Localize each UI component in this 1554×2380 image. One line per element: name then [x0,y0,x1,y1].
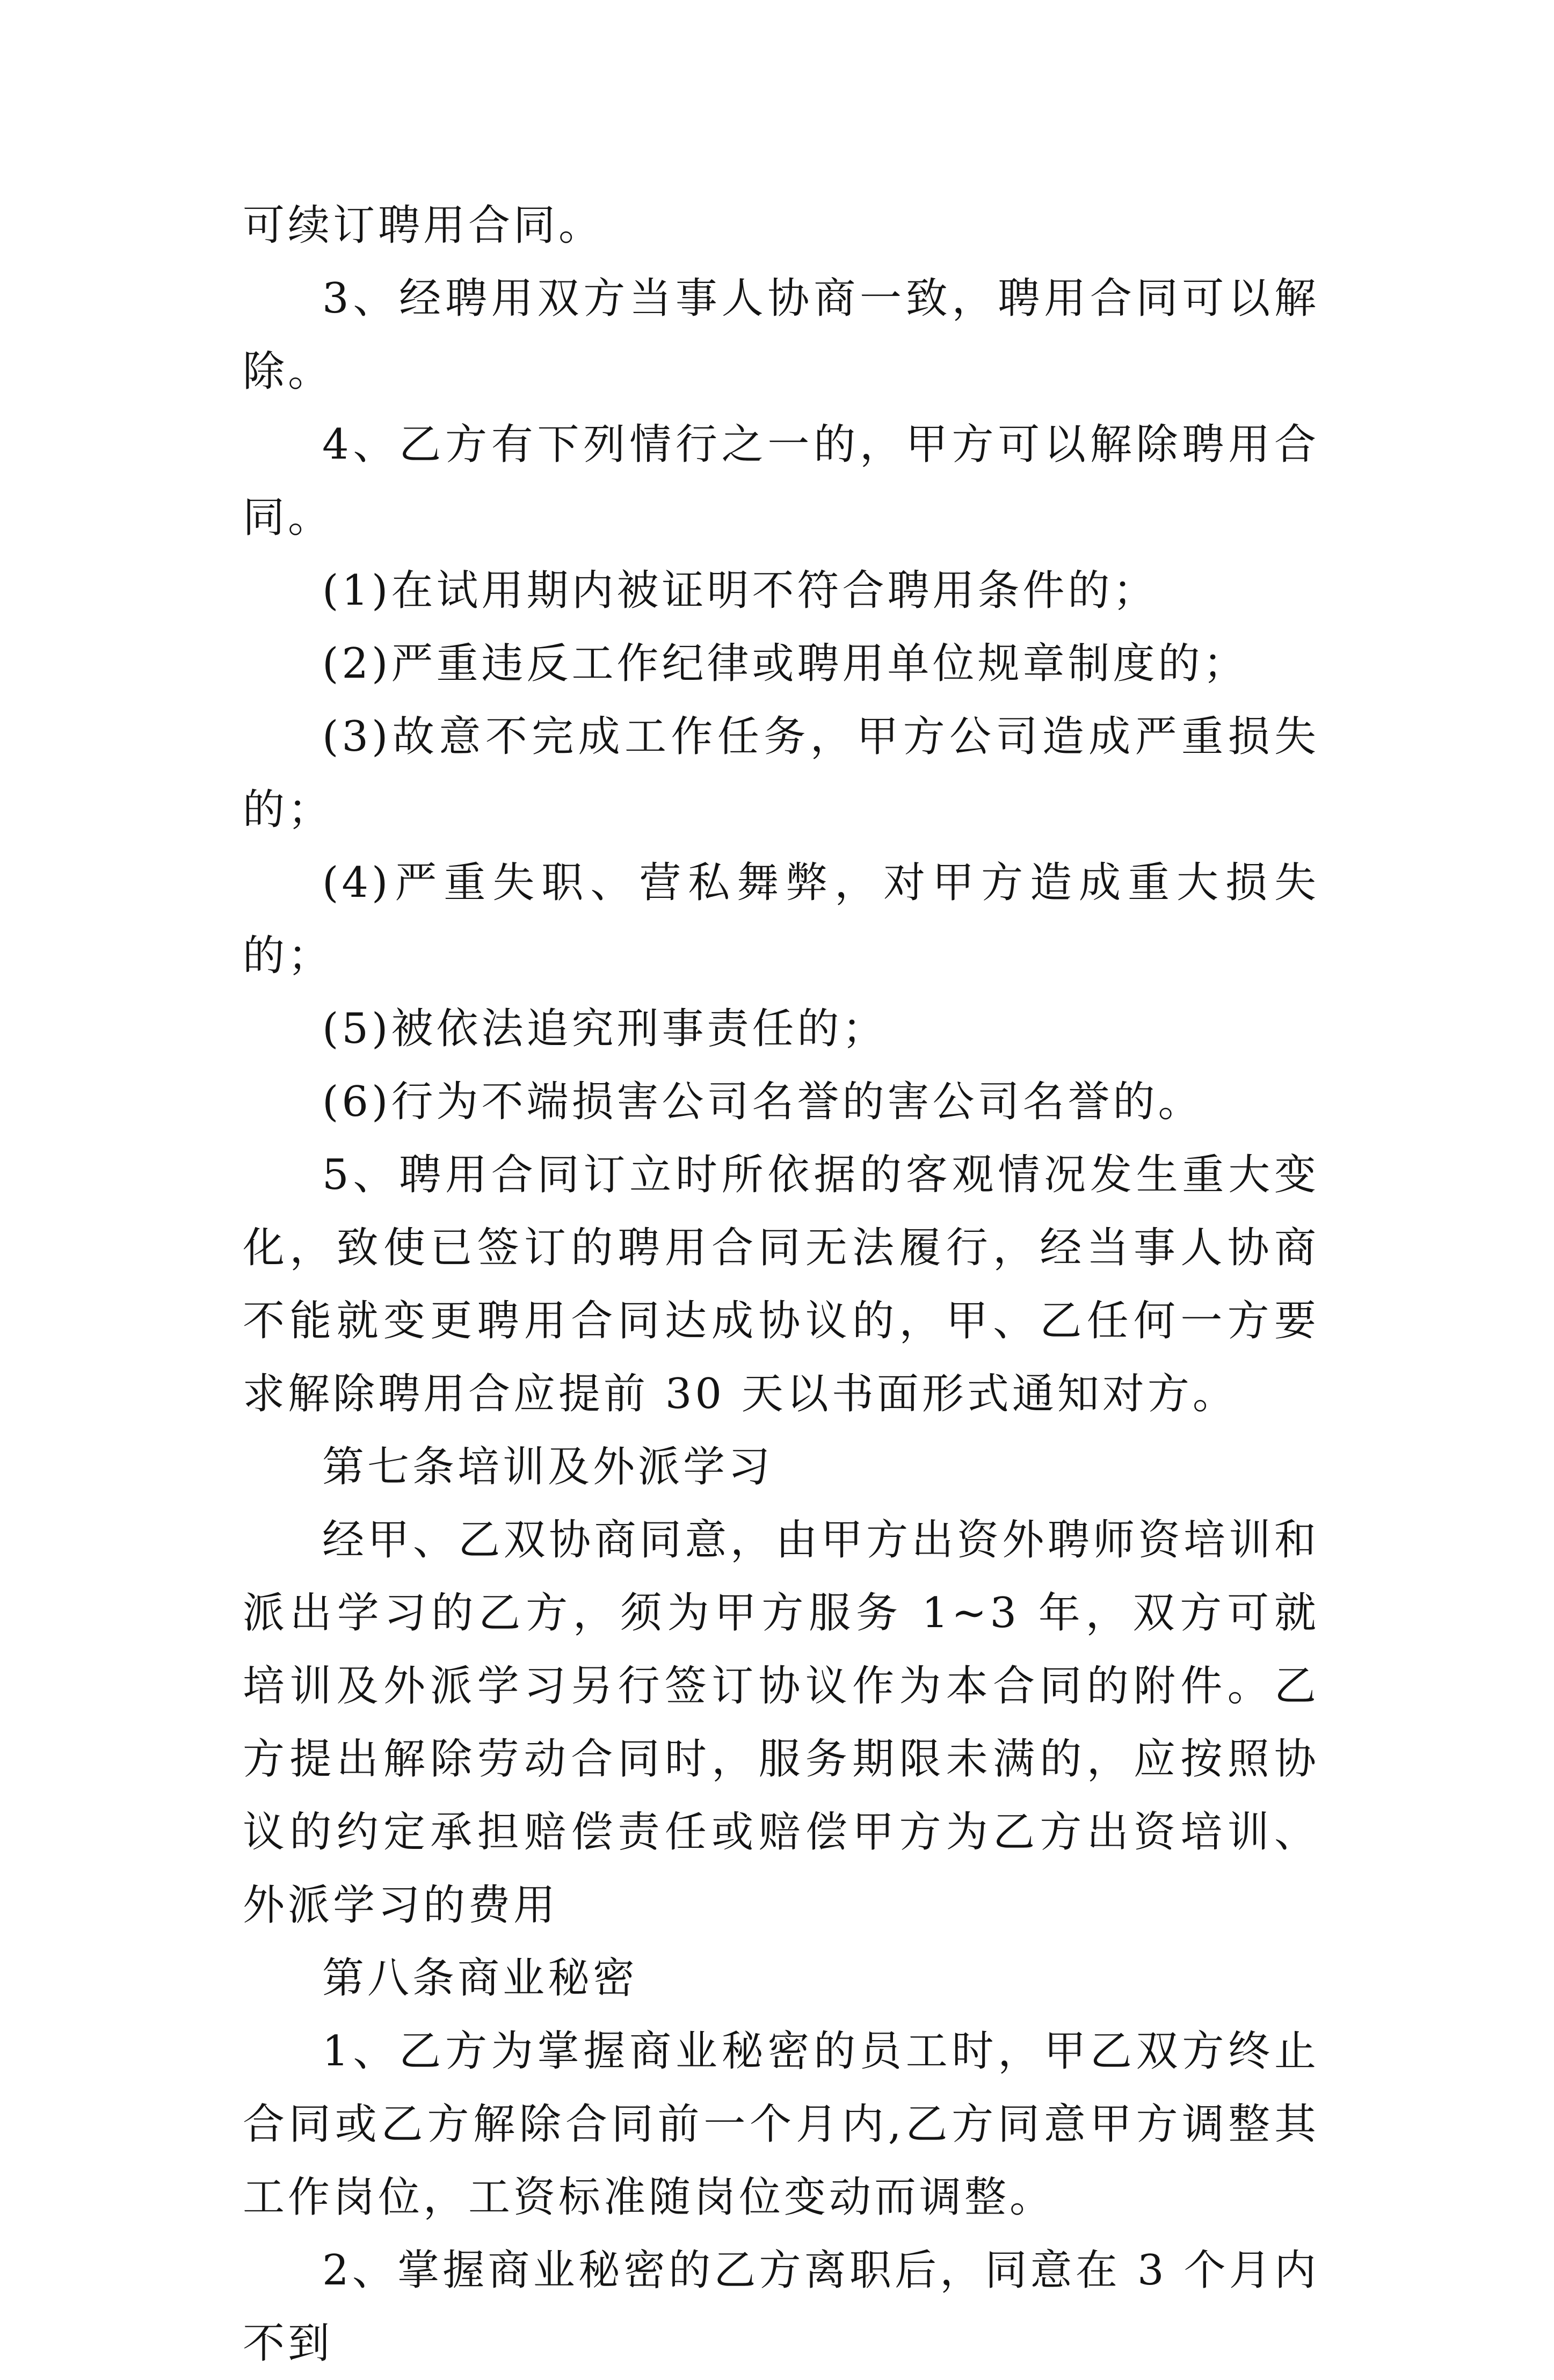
paragraph: 经甲、乙双协商同意，由甲方出资外聘师资培训和派出学习的乙方，须为甲方服务 1~3 年，双方可就培训及外派学习另行签订协议作为本合同的附件。乙方提出解除劳动合同时，服务期限未满的，应按照协议的约定承担赔偿责任或赔偿甲方为乙方出资培训、外派学习的费用 [243,1516,1319,1929]
list-item: (6)行为不端损害公司名誉的害公司名誉的。 [322,1078,1203,1126]
list-item: (4)严重失职、营私舞弊，对甲方造成重大损失的； [243,859,1319,980]
section-heading: 第七条培训及外派学习 [322,1443,774,1491]
list-item: (2)严重违反工作纪律或聘用单位规章制度的； [322,640,1248,688]
list-item: (5)被依法追究刑事责任的； [322,1005,888,1053]
paragraph: 3、经聘用双方当事人协商一致，聘用合同可以解除。 [243,274,1319,396]
paragraph: 1、乙方为掌握商业秘密的员工时，甲乙双方终止合同或乙方解除合同前一个月内,乙方同意甲方调整其工作岗位，工资标准随岗位变动而调整。 [243,2027,1319,2222]
paragraph: 4、乙方有下列情行之一的，甲方可以解除聘用合同。 [243,420,1319,542]
section-heading: 第八条商业秘密 [322,1954,638,2002]
paragraph: 5、聘用合同订立时所依据的客观情况发生重大变化，致使已签订的聘用合同无法履行，经当事人协商不能就变更聘用合同达成协议的，甲、乙任何一方要求解除聘用合应提前 30 天以书面形式通知对方。 [243,1151,1319,1418]
paragraph: 可续订聘用合同。 [243,201,604,250]
document-body [243,189,1319,2380]
list-item: (3)故意不完成工作任务，甲方公司造成严重损失的； [243,713,1319,834]
list-item: (1)在试用期内被证明不符合聘用条件的； [322,567,1158,615]
paragraph: 2、掌握商业秘密的乙方离职后，同意在 3 个月内不到 [243,2246,1319,2368]
